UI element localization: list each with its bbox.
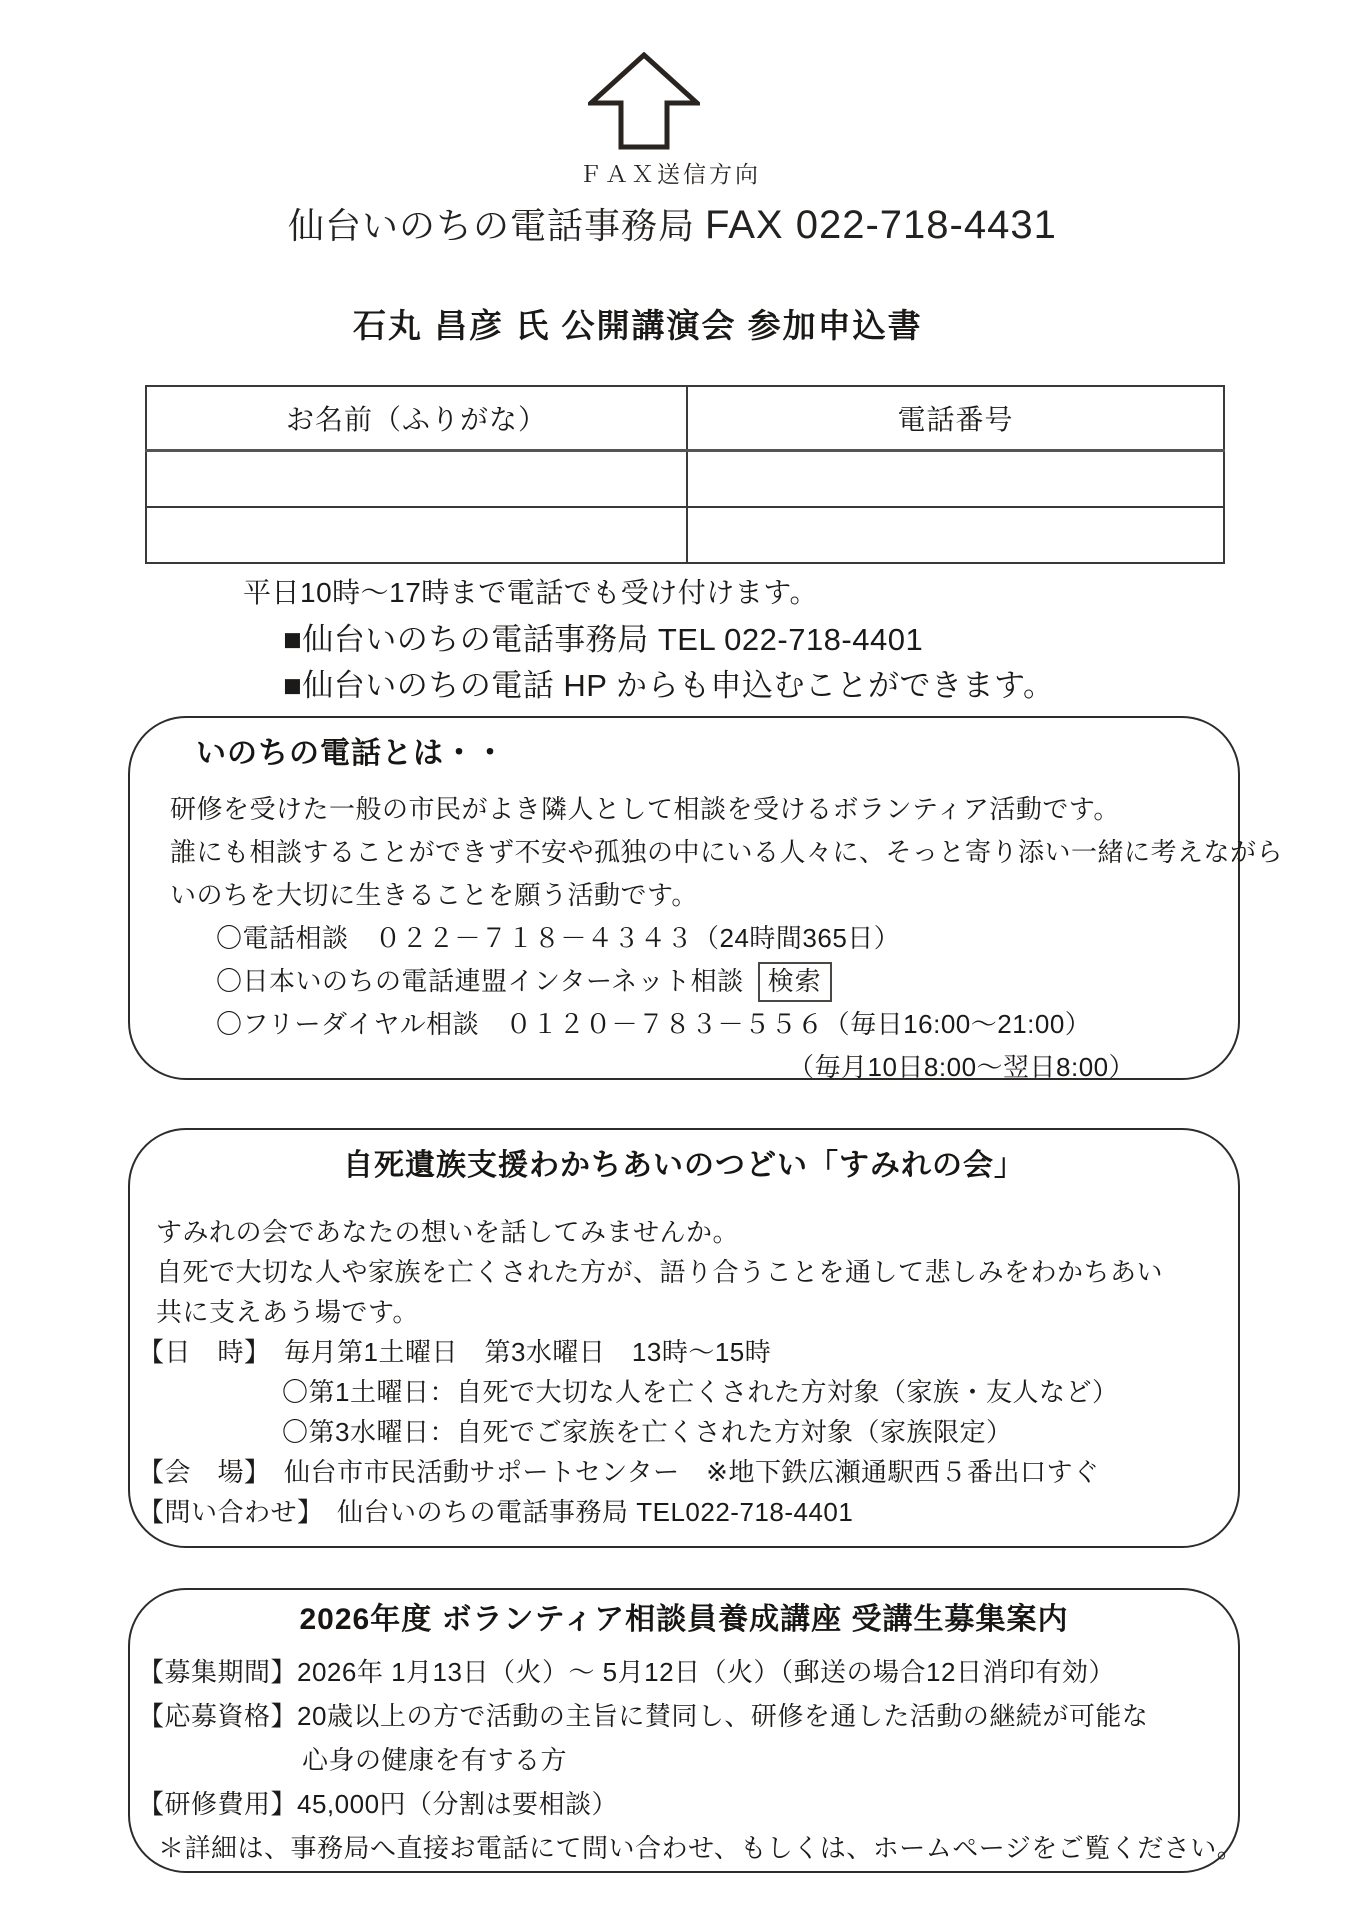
sumire-line-3: 共に支えあう場です。 <box>156 1297 419 1327</box>
internet-consult-text: 〇日本いのちの電話連盟インターネット相談 <box>216 966 744 996</box>
kouza-box-title: 2026年度 ボランティア相談員養成講座 受講生募集案内 <box>299 1603 1069 1636</box>
table-row <box>146 507 1224 563</box>
office-tel-line: ■仙台いのちの電話事務局 TEL 022-718-4401 <box>283 622 924 657</box>
search-button: 検索 <box>758 962 832 1002</box>
inochi-box-title: いのちの電話とは・・ <box>196 737 506 770</box>
kouza-eligibility-1: 【応募資格】20歳以上の方で活動の主旨に賛同し、研修を通した活動の継続が可能な <box>138 1701 1149 1731</box>
inochi-line-3: いのちを大切に生きることを願う活動です。 <box>170 880 698 910</box>
inochi-line-1: 研修を受けた一般の市民がよき隣人として相談を受けるボランティア活動です。 <box>170 794 1120 824</box>
kouza-note: ＊詳細は、事務局へ直接お電話にて問い合わせ、もしくは、ホームページをご覧ください。 <box>158 1833 1244 1863</box>
sumire-line-2: 自死で大切な人や家族を亡くされた方が、語り合うことを通して悲しみをわかちあい <box>156 1257 1164 1287</box>
kouza-period: 【募集期間】2026年 1月13日（火）～ 5月12日（火）（郵送の場合12日消印有効） <box>138 1657 1115 1687</box>
homepage-note-line: ■仙台いのちの電話 HP からも申込むことができます。 <box>283 668 1055 703</box>
phone-hours-note: 平日10時～17時まで電話でも受け付けます。 <box>243 577 819 608</box>
table-header-row <box>146 386 1224 451</box>
phone-consult-line: 〇電話相談 ０２２－７１８－４３４３（24時間365日） <box>216 923 901 953</box>
freedial-note-line: （毎月10日8:00～翌日8:00） <box>788 1052 1136 1082</box>
kouza-box <box>128 1588 1244 1873</box>
sumire-line-1: すみれの会であなたの想いを話してみませんか。 <box>156 1217 740 1247</box>
sumire-schedule-label: 【日 時】 毎月第1土曜日 第3水曜日 13時～15時 <box>138 1337 772 1367</box>
sumire-schedule-item-2: 〇第3水曜日：自死でご家族を亡くされた方対象（家族限定） <box>282 1417 1013 1447</box>
kouza-eligibility-2: 心身の健康を有する方 <box>302 1745 568 1775</box>
sumire-box-title: 自死遺族支援わかちあいのつどい「すみれの会」 <box>343 1149 1025 1182</box>
header-name: お名前（ふりがな） <box>146 386 687 451</box>
name-cell-2 <box>146 507 687 563</box>
sumire-schedule-item-1: 〇第1土曜日：自死で大切な人を亡くされた方対象（家族・友人など） <box>282 1377 1119 1407</box>
fax-heading <box>288 198 1057 249</box>
sumire-box <box>128 1128 1240 1548</box>
fax-heading-org: 仙台いのちの電話事務局 <box>288 205 696 246</box>
sumire-venue: 【会 場】 仙台市市民活動サポートセンター ※地下鉄広瀬通駅西５番出口すぐ <box>138 1457 1100 1487</box>
sumire-contact: 【問い合わせ】 仙台いのちの電話事務局 TEL022-718-4401 <box>138 1497 854 1527</box>
phone-cell-2 <box>687 507 1224 563</box>
freedial-consult-line: 〇フリーダイヤル相談 ０１２０－７８３－５５６（毎日16:00～21:00） <box>216 1009 1092 1039</box>
table-row <box>146 451 1224 508</box>
header-phone: 電話番号 <box>687 386 1224 451</box>
inochi-info-box <box>128 716 1284 1082</box>
inochi-line-2: 誰にも相談することができず不安や孤独の中にいる人々に、そっと寄り添い一緒に考えながら <box>170 837 1284 867</box>
internet-consult-line <box>216 960 1238 1003</box>
fax-direction-arrow-icon <box>588 52 700 150</box>
fax-heading-number: FAX 022-718-4431 <box>705 203 1057 247</box>
kouza-fee: 【研修費用】45,000円（分割は要相談） <box>138 1789 619 1819</box>
phone-cell-1 <box>687 451 1224 508</box>
application-table <box>145 385 1225 564</box>
form-title: 石丸 昌彦 氏 公開講演会 参加申込書 <box>353 307 923 344</box>
name-cell-1 <box>146 451 687 508</box>
fax-direction-label: ＦＡＸ送信方向 <box>579 162 761 187</box>
